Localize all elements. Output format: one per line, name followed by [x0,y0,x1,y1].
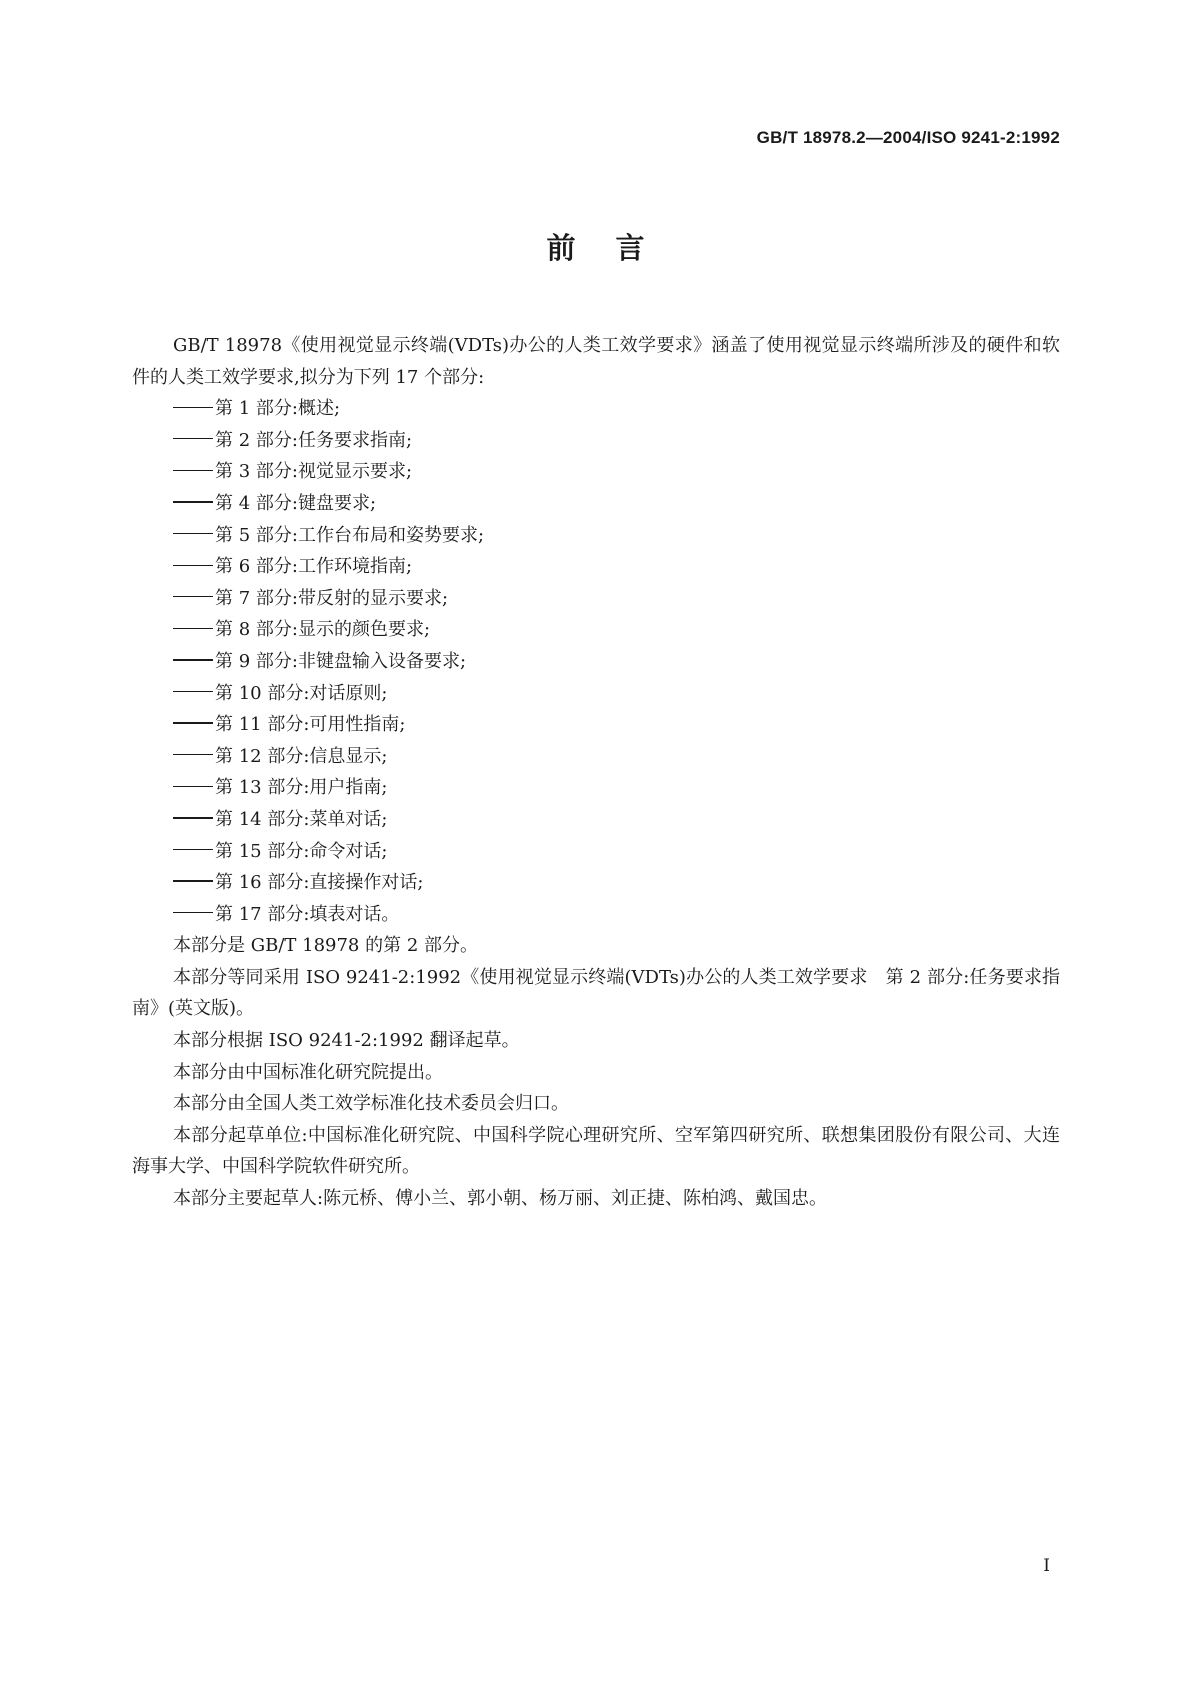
adoption-paragraph: 本部分等同采用 ISO 9241-2:1992《使用视觉显示终端(VDTs)办公的人类工效学要求 第 2 部分:任务要求指南》(英文版)。 [132,966,1060,1020]
list-item: 第 10 部分:对话原则; [132,678,1060,710]
em-dash-mark [173,565,213,566]
list-item: 第 14 部分:菜单对话; [132,804,1060,836]
list-item: 第 1 部分:概述; [132,393,1060,425]
drafters-paragraph: 本部分主要起草人:陈元桥、傅小兰、郭小朝、杨万丽、刘正捷、陈柏鸿、戴国忠。 [173,1188,828,1210]
standard-code-header: GB/T 18978.2—2004/ISO 9241-2:1992 [756,128,1060,147]
em-dash-mark [173,407,213,408]
em-dash-mark [173,817,213,818]
em-dash-mark [173,533,213,534]
intro-paragraph: GB/T 18978《使用视觉显示终端(VDTs)办公的人类工效学要求》涵盖了使用视觉显示终端所涉及的硬件和软件的人类工效学要求,拟分为下列 17 个部分: [132,335,1060,388]
list-item: 第 3 部分:视觉显示要求; [132,456,1060,488]
list-item: 第 6 部分:工作环境指南; [132,551,1060,583]
em-dash-mark [173,501,213,502]
em-dash-mark [173,912,213,913]
list-item: 第 16 部分:直接操作对话; [132,867,1060,899]
list-item: 第 5 部分:工作台布局和姿势要求; [132,520,1060,552]
drafting-units-paragraph: 本部分起草单位:中国标准化研究院、中国科学院心理研究所、空军第四研究所、联想集团股份有限公司、大连海事大学、中国科学院软件研究所。 [132,1124,1060,1178]
list-item: 第 4 部分:键盘要求; [132,488,1060,520]
list-item: 第 12 部分:信息显示; [132,741,1060,773]
em-dash-mark [173,849,213,850]
list-item: 第 15 部分:命令对话; [132,836,1060,868]
em-dash-mark [173,786,213,787]
list-item: 第 7 部分:带反射的显示要求; [132,583,1060,615]
list-item: 第 13 部分:用户指南; [132,772,1060,804]
proposer-paragraph: 本部分由中国标准化研究院提出。 [173,1061,443,1083]
part-statement-paragraph: 本部分是 GB/T 18978 的第 2 部分。 [173,935,478,957]
em-dash-mark [173,596,213,597]
parts-list [132,393,1060,930]
document-body [132,330,1060,1215]
list-item: 第 17 部分:填表对话。 [132,899,1060,931]
page-title: 前言 [546,231,685,265]
em-dash-mark [173,691,213,692]
list-item: 第 2 部分:任务要求指南; [132,425,1060,457]
committee-paragraph: 本部分由全国人类工效学标准化技术委员会归口。 [173,1093,569,1115]
translation-paragraph: 本部分根据 ISO 9241-2:1992 翻译起草。 [173,1030,520,1052]
em-dash-mark [173,754,213,755]
em-dash-mark [173,438,213,439]
em-dash-mark [173,628,213,629]
list-item: 第 8 部分:显示的颜色要求; [132,614,1060,646]
em-dash-mark [173,722,213,723]
em-dash-mark [173,880,213,881]
em-dash-mark [173,659,213,660]
em-dash-mark [173,470,213,471]
list-item: 第 11 部分:可用性指南; [132,709,1060,741]
list-item: 第 9 部分:非键盘输入设备要求; [132,646,1060,678]
page-number: I [1043,1556,1050,1576]
